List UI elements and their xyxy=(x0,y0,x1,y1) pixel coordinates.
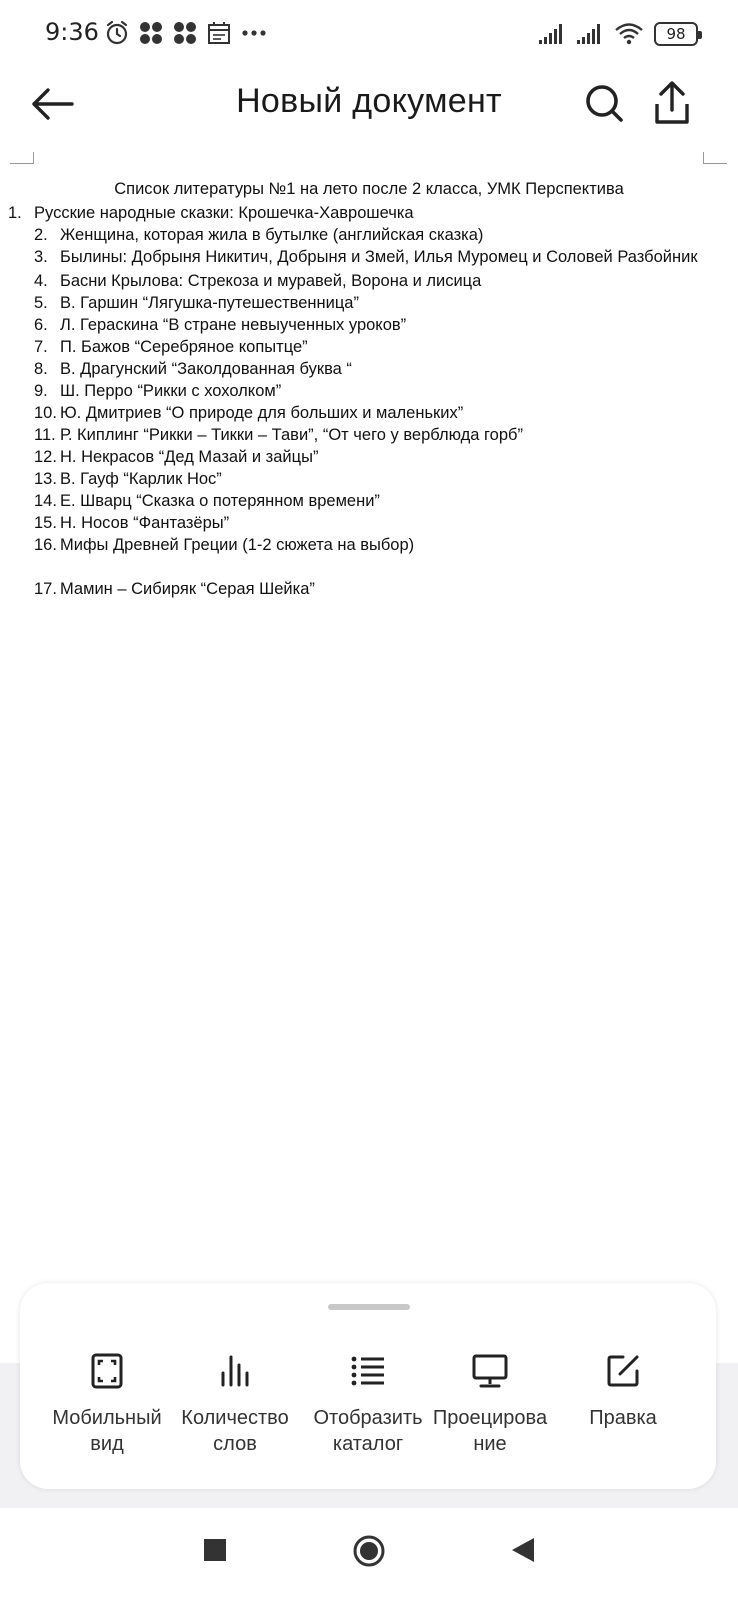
signal-icon xyxy=(576,22,604,46)
list-item-number: 4. xyxy=(34,272,48,290)
list-item xyxy=(0,246,738,268)
projection-monitor-icon xyxy=(472,1353,508,1389)
list-item-number: 2. xyxy=(34,226,48,244)
sheet-drag-handle[interactable] xyxy=(328,1304,410,1310)
mobile-view-button[interactable] xyxy=(37,1353,177,1457)
list-item xyxy=(0,578,738,600)
status-icons-left xyxy=(104,18,268,48)
list-item xyxy=(0,270,738,292)
status-time: 9:36 xyxy=(45,18,99,46)
word-count-label: Количество слов xyxy=(181,1407,289,1455)
list-item xyxy=(0,512,738,534)
show-catalog-label: Отобразить каталог xyxy=(313,1407,423,1455)
edit-label: Правка xyxy=(589,1407,657,1429)
edit-button[interactable] xyxy=(553,1353,693,1431)
document-title: Список литературы №1 на лето после 2 класса, УМК Перспектива xyxy=(114,180,624,198)
catalog-list-icon xyxy=(350,1353,386,1389)
show-catalog-button[interactable] xyxy=(298,1353,438,1457)
list-item xyxy=(0,224,738,246)
list-item xyxy=(0,292,738,314)
home-circle-icon[interactable] xyxy=(352,1534,386,1568)
list-item-text: Русские народные сказки: Крошечка-Хаврошечка xyxy=(34,204,414,222)
app-icon xyxy=(172,20,198,46)
list-item-number: 17. xyxy=(34,580,57,598)
mobile-view-icon xyxy=(89,1353,125,1389)
list-item-number: 16. xyxy=(34,536,57,554)
list-item-number: 5. xyxy=(34,294,48,312)
list-item xyxy=(0,534,738,556)
list-item xyxy=(0,446,738,468)
list-item-number: 3. xyxy=(34,248,48,266)
wifi-icon xyxy=(614,22,644,46)
list-item-number: 9. xyxy=(34,382,48,400)
list-item-text: В. Гауф “Карлик Нос” xyxy=(60,470,222,488)
list-item-text: Мифы Древней Греции (1-2 сюжета на выбор) xyxy=(60,536,415,554)
list-item xyxy=(0,468,738,490)
list-item-text: Л. Гераскина “В стране невыученных уроков” xyxy=(60,316,407,334)
list-item-text: Мамин – Сибиряк “Серая Шейка” xyxy=(60,580,315,598)
recents-square-icon[interactable] xyxy=(204,1539,226,1561)
system-nav-bar xyxy=(0,1508,738,1600)
list-item-number: 13. xyxy=(34,470,57,488)
page-title: Новый документ xyxy=(236,82,502,120)
list-item xyxy=(0,358,738,380)
list-item xyxy=(0,314,738,336)
list-item xyxy=(0,490,738,512)
list-item-number: 1. xyxy=(8,204,22,222)
list-item-text: Женщина, которая жила в бутылке (английская сказка) xyxy=(60,226,484,244)
list-item-number: 12. xyxy=(34,448,57,466)
more-dots-icon xyxy=(240,20,268,46)
list-item-text: Ш. Перро “Рикки с хохолком” xyxy=(60,382,282,400)
edit-icon xyxy=(605,1353,641,1389)
list-item-text: В. Гаршин “Лягушка-путешественница” xyxy=(60,294,359,312)
share-icon xyxy=(652,80,692,126)
book-list xyxy=(0,202,738,600)
list-item-number: 7. xyxy=(34,338,48,356)
list-item-text: Басни Крылова: Стрекоза и муравей, Ворона и лисица xyxy=(60,272,482,290)
list-item-text: Былины: Добрыня Никитич, Добрыня и Змей, Илья Муромец и Соловей Разбойник xyxy=(60,248,698,266)
app-header xyxy=(0,70,738,140)
list-item-number: 10. xyxy=(34,404,57,422)
word-count-button[interactable] xyxy=(165,1353,305,1457)
list-item xyxy=(0,380,738,402)
signal-icon xyxy=(538,22,566,46)
search-button[interactable] xyxy=(584,82,624,126)
list-item-text: Ю. Дмитриев “О природе для больших и маленьких” xyxy=(60,404,464,422)
share-button[interactable] xyxy=(652,80,692,126)
list-item-text: В. Драгунский “Заколдованная буква “ xyxy=(60,360,352,378)
list-item xyxy=(0,336,738,358)
list-item-text: П. Бажов “Серебряное копытце” xyxy=(60,338,308,356)
app-icon xyxy=(138,20,164,46)
page-corner-mark xyxy=(703,152,727,164)
list-item-text: Р. Киплинг “Рикки – Тикки – Тави”, “От чего у верблюда горб” xyxy=(60,426,523,444)
list-item xyxy=(0,202,738,224)
battery-icon xyxy=(654,22,698,46)
status-icons-right xyxy=(538,20,698,48)
status-bar xyxy=(0,0,738,66)
battery-level: 98 xyxy=(666,25,686,43)
list-item-text: Н. Носов “Фантазёры” xyxy=(60,514,230,532)
list-item-number: 8. xyxy=(34,360,48,378)
list-item xyxy=(0,424,738,446)
list-item xyxy=(0,402,738,424)
list-item-number: 14. xyxy=(34,492,57,510)
page-corner-mark xyxy=(10,152,34,164)
list-item-number: 15. xyxy=(34,514,57,532)
alarm-icon xyxy=(104,20,130,46)
projection-label: Проецирова ние xyxy=(432,1407,548,1455)
list-item-text: Н. Некрасов “Дед Мазай и зайцы” xyxy=(60,448,319,466)
list-item-text: Е. Шварц “Сказка о потерянном времени” xyxy=(60,492,380,510)
calendar-icon xyxy=(206,20,232,46)
mobile-view-label: Мобильный вид xyxy=(52,1407,162,1455)
projection-button[interactable] xyxy=(420,1353,560,1457)
word-count-icon xyxy=(217,1353,253,1389)
list-item-number: 11. xyxy=(34,426,56,444)
list-item-number: 6. xyxy=(34,316,48,334)
search-icon xyxy=(584,82,624,126)
bottom-sheet xyxy=(20,1283,716,1489)
back-triangle-icon[interactable] xyxy=(512,1538,534,1562)
